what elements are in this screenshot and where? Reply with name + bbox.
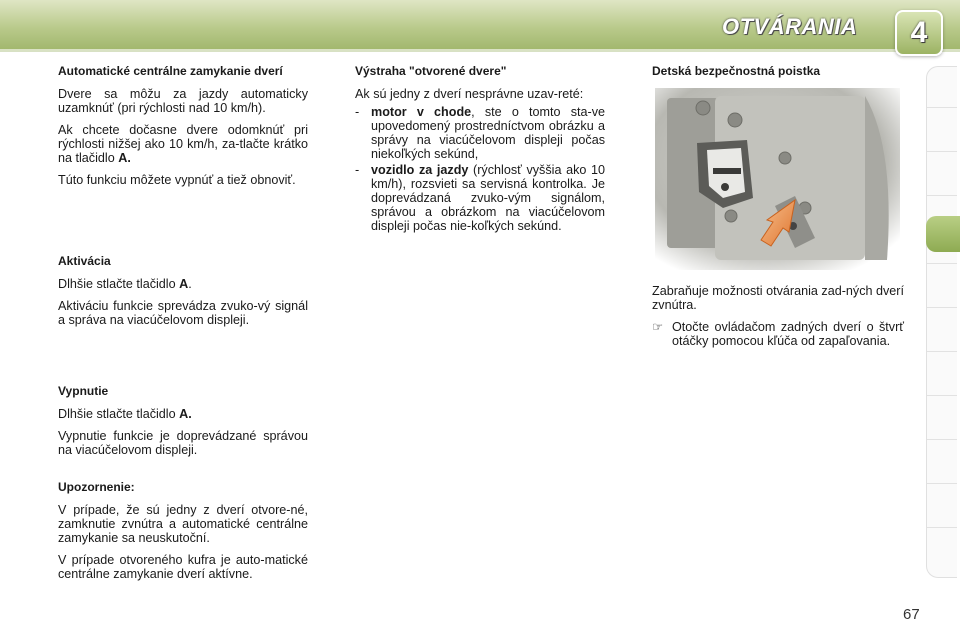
section-title: Detská bezpečnostná poistka <box>652 64 821 78</box>
column-1-deactivation <box>58 384 308 465</box>
column-3-body <box>652 284 904 348</box>
chapter-badge: 4 <box>895 10 943 56</box>
section-title: Aktivácia <box>58 254 111 268</box>
column-2 <box>355 64 605 235</box>
chapter-tab-active[interactable] <box>926 216 960 252</box>
paragraph: Dlhšie stlačte tlačidlo A. <box>58 277 192 291</box>
pointing-hand-icon: ☞ <box>652 320 664 334</box>
paragraph: Ak chcete dočasne dvere odomknúť pri rýchlosti nižšej ako 10 km/h, za-tlačte krátko na tlačidlo A. <box>58 123 308 165</box>
button-ref: A. <box>118 151 131 165</box>
list-item: - motor v chode, ste o tomto sta-ve upovedomený prostredníctvom obrázku a správy na viacúčelovom displeji počas niekoľkých sekúnd, <box>355 105 605 161</box>
button-ref: A <box>179 277 189 291</box>
paragraph: Dlhšie stlačte tlačidlo A. <box>58 407 192 421</box>
page-number: 67 <box>903 606 920 623</box>
paragraph: Túto funkciu môžete vypnúť a tiež obnoviť. <box>58 173 296 187</box>
list-item: - vozidlo za jazdy (rýchlosť vyššia ako 10 km/h), rozsvieti sa servisná kontrolka. Je doprevádzaná zvuko-vým signálom, správou a obrázkom na viacúčelovom displeji počas nie-koľkých sekúnd. <box>355 163 605 233</box>
column-3 <box>652 64 904 87</box>
paragraph: Zabraňuje možnosti otvárania zad-ných dverí zvnútra. <box>652 284 905 312</box>
paragraph: Vypnutie funkcie je doprevádzané správou na viacúčelovom displeji. <box>58 429 308 457</box>
paragraph: Aktiváciu funkcie sprevádza zvuko-vý signál a správa na viacúčelovom displeji. <box>58 299 308 327</box>
section-title: Vypnutie <box>58 384 109 398</box>
paragraph: Ak sú jedny z dverí nesprávne uzav-reté: <box>355 87 584 101</box>
section-title: Automatické centrálne zamykanie dverí <box>58 64 283 78</box>
chapter-tabs <box>926 66 957 578</box>
section-title: Upozornenie: <box>58 480 135 494</box>
column-1-activation <box>58 254 308 335</box>
column-1 <box>58 64 308 195</box>
list-item: ☞ Otočte ovládačom zadných dverí o štvrť otáčky pomocou kľúča od zapaľovania. <box>652 320 904 348</box>
paragraph: V prípade otvoreného kufra je auto-matické centrálne zamykanie dverí aktívne. <box>58 553 308 581</box>
page-title: OTVÁRANIA <box>722 14 858 39</box>
paragraph: Dvere sa môžu za jazdy automaticky uzamknúť (pri rýchlosti nad 10 km/h). <box>58 87 308 115</box>
section-title: Výstraha "otvorené dvere" <box>355 64 507 78</box>
child-lock-photo <box>655 88 900 270</box>
paragraph: V prípade, že sú jedny z dverí otvore-né, zamknutie zvnútra a automatické centrálne zamykanie sa neuskutoční. <box>58 503 308 545</box>
column-1-warning <box>58 480 308 589</box>
button-ref: A. <box>179 407 192 421</box>
